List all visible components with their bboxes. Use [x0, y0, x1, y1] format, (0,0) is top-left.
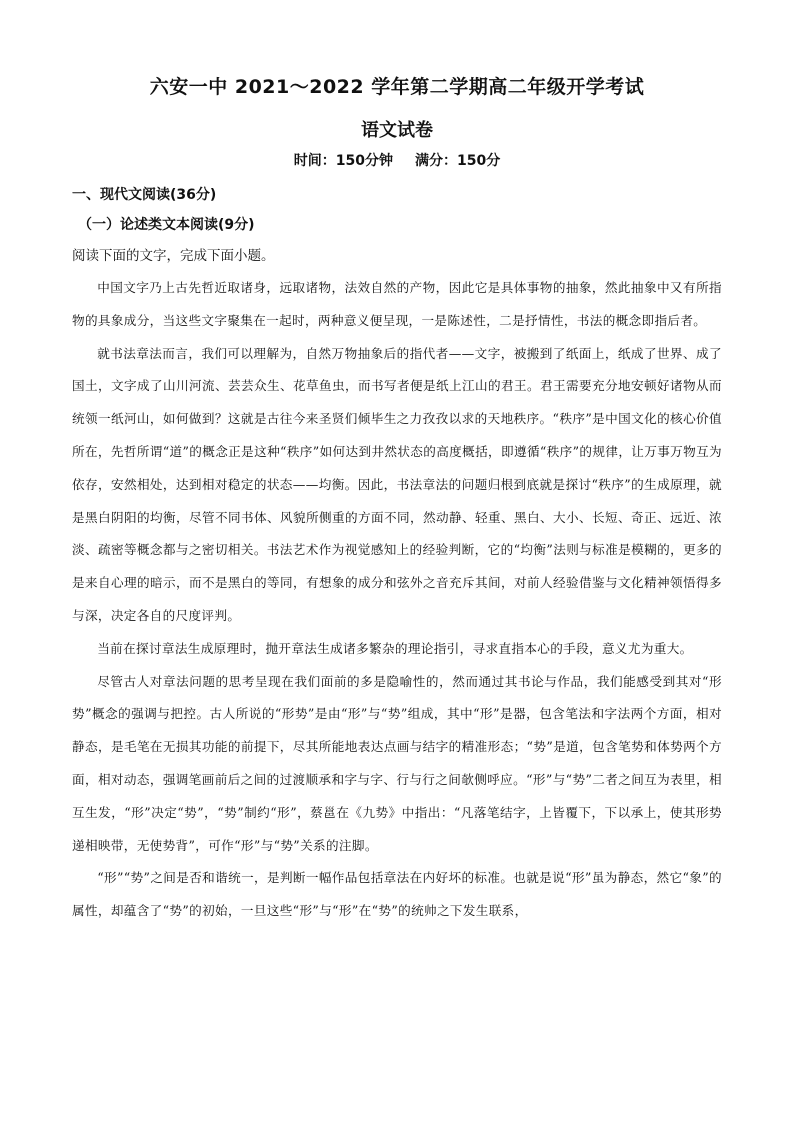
- passage-paragraph: 尽管古人对章法问题的思考呈现在我们面前的多是隐喻性的，然而通过其书论与作品，我们能感受到其对“形势”概念的强调与把控。古人所说的“形势”是由“形”与“势”组成，其中“形”是器，包含笔法和字法两个方面，相对静态，是毛笔在无损其功能的前提下，尽其所能地表达点画与结字的精准形态；“势”是道，包含笔势和体势两个方面，相对动态，强调笔画前后之间的过渡顺承和字与字、行与行之间欹侧呼应。“形”与“势”二者之间互为表里，相互生发，“形”决定“势”，“势”制约“形”，蔡邕在《九势》中指出：“凡落笔结字，上皆覆下，下以承上，使其形势递相映带，无使势背”，可作“形”与“势”关系的注脚。: [72, 673, 722, 853]
- exam-meta: [0, 150, 794, 170]
- passage-paragraph: 当前在探讨章法生成原理时，抛开章法生成诸多繁杂的理论指引，寻求直指本心的手段，意义尤为重大。: [97, 640, 693, 656]
- exam-title: 六安一中 2021～2022 学年第二学期高二年级开学考试: [149, 76, 645, 98]
- exam-subject: 语文试卷: [361, 120, 433, 141]
- subsection-heading: （一）论述类文本阅读(9分): [78, 217, 255, 233]
- full-score: 满分：150分: [415, 153, 501, 169]
- section-heading: 一、现代文阅读(36分): [72, 187, 217, 203]
- passage-paragraph: “形”“势”之间是否和谐统一，是判断一幅作品包括章法在内好坏的标准。也就是说“形”虽为静态，然它“象”的属性，却蕴含了“势”的初始，一旦这些“形”与“形”在“势”的统帅之下发生联系，: [72, 870, 722, 919]
- reading-instruction: 阅读下面的文字，完成下面小题。: [72, 248, 275, 264]
- passage-paragraph: 就书法章法而言，我们可以理解为，自然万物抽象后的指代者——文字，被搬到了纸面上，纸成了世界、成了国土，文字成了山川河流、芸芸众生、花草鱼虫，而书写者便是纸上江山的君王。君王需要充分地安顿好诸物从而统领一纸河山，如何做到？这就是古往今来圣贤们倾毕生之力孜孜以求的天地秩序。“秩序”是中国文化的核心价值所在，先哲所谓“道”的概念正是这种“秩序”如何达到井然状态的高度概括，即遵循“秩序”的规律，让万事万物互为依存，安然相处，达到相对稳定的状态——均衡。因此，书法章法的问题归根到底就是探讨“秩序”的生成原理，就是黑白阴阳的均衡，尽管不同书体、风貌所侧重的方面不同，然动静、轻重、黑白、大小、长短、奇正、远近、浓淡、疏密等概念都与之密切相关。书法艺术作为视觉感知上的经验判断，它的“均衡”法则与标准是模糊的，更多的是来自心理的暗示，而不是黑白的等同，有想象的成分和弦外之音充斥其间，对前人经验借鉴与文化精神领悟得多与深，决定各自的尺度评判。: [72, 345, 722, 623]
- passage: [72, 272, 722, 928]
- passage-paragraph: 中国文字乃上古先哲近取诸身，远取诸物，法效自然的产物，因此它是具体事物的抽象，然此抽象中又有所指物的具象成分，当这些文字聚集在一起时，两种意义便呈现，一是陈述性，二是抒情性，书法的概念即指后者。: [72, 280, 722, 328]
- time-limit: 时间：150分钟: [293, 153, 393, 169]
